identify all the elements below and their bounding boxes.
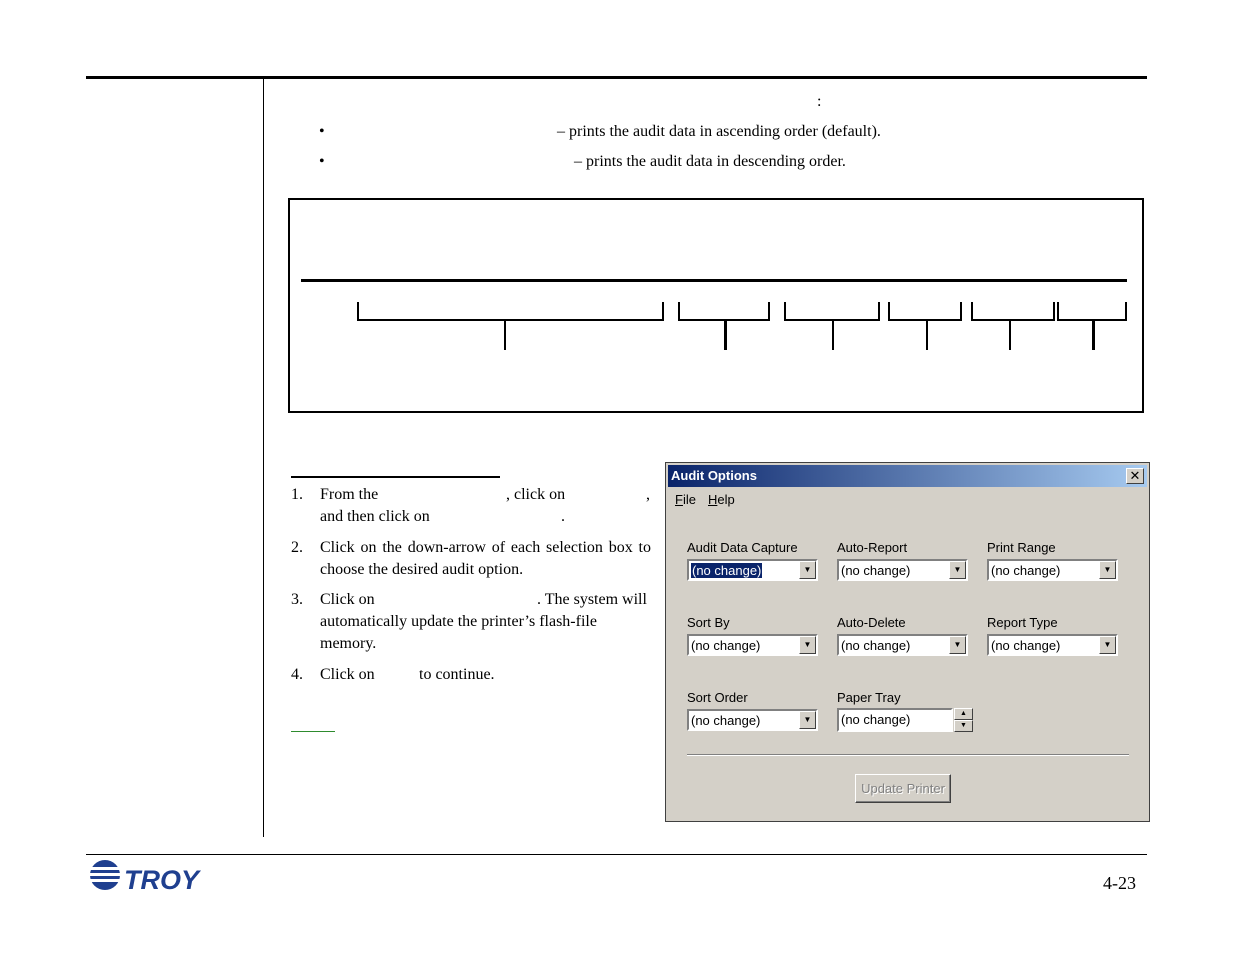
bullet-icon: • [319, 123, 325, 140]
page-number: 4-23 [1103, 873, 1136, 893]
audit-options-dialog [665, 462, 1150, 822]
dialog-separator [687, 754, 1129, 756]
label-sort-by: Sort By [687, 615, 730, 630]
dropdown-arrow-icon[interactable]: ▼ [799, 711, 816, 729]
label-audit-data-capture: Audit Data Capture [687, 540, 798, 555]
close-icon[interactable]: ✕ [1126, 468, 1144, 484]
dialog-titlebar[interactable] [668, 465, 1147, 487]
footer-rule [86, 854, 1147, 855]
diagram-bracket [971, 319, 1055, 321]
diagram-baseline [301, 279, 1127, 282]
sort-order-select[interactable]: (no change) ▼ [687, 709, 818, 731]
spin-down-icon[interactable]: ▼ [954, 720, 973, 732]
dropdown-arrow-icon[interactable]: ▼ [1099, 561, 1116, 579]
intro-colon: : [817, 93, 822, 110]
label-paper-tray: Paper Tray [837, 690, 901, 705]
sort-by-select[interactable]: (no change) ▼ [687, 634, 818, 656]
dropdown-arrow-icon[interactable]: ▼ [1099, 636, 1116, 654]
svg-text:TROY: TROY [124, 865, 200, 894]
audit-data-capture-select[interactable]: (no change) ▼ [687, 559, 818, 581]
section-heading-underline [291, 476, 500, 478]
menu-help[interactable]: Help [708, 492, 735, 507]
label-report-type: Report Type [987, 615, 1058, 630]
dropdown-arrow-icon[interactable]: ▼ [799, 561, 816, 579]
dialog-title: Audit Options [671, 468, 757, 483]
troy-logo [88, 858, 213, 894]
auto-delete-select[interactable]: (no change) ▼ [837, 634, 968, 656]
auto-report-select[interactable]: (no change) ▼ [837, 559, 968, 581]
bullet-text: – prints the audit data in descending order. [574, 153, 846, 170]
label-auto-report: Auto-Report [837, 540, 908, 555]
diagram-bracket [357, 319, 664, 321]
note-link-underline[interactable] [291, 731, 335, 732]
report-layout-diagram [288, 198, 1144, 413]
diagram-bracket [888, 319, 962, 321]
report-type-select[interactable]: (no change) ▼ [987, 634, 1118, 656]
bullet-text: – prints the audit data in ascending order (default). [557, 123, 881, 140]
spin-up-icon[interactable]: ▲ [954, 708, 973, 720]
menu-file[interactable]: File [675, 492, 696, 507]
paper-tray-spinner[interactable] [837, 708, 973, 732]
dropdown-arrow-icon[interactable]: ▼ [949, 636, 966, 654]
header-rule [86, 76, 1147, 79]
label-auto-delete: Auto-Delete [837, 615, 906, 630]
paper-tray-input[interactable]: (no change) [837, 708, 953, 732]
margin-rule [263, 79, 264, 837]
dropdown-arrow-icon[interactable]: ▼ [799, 636, 816, 654]
update-printer-button[interactable]: Update Printer [855, 774, 951, 803]
dropdown-arrow-icon[interactable]: ▼ [949, 561, 966, 579]
label-sort-order: Sort Order [687, 690, 748, 705]
label-print-range: Print Range [987, 540, 1056, 555]
print-range-select[interactable]: (no change) ▼ [987, 559, 1118, 581]
bullet-icon: • [319, 153, 325, 170]
